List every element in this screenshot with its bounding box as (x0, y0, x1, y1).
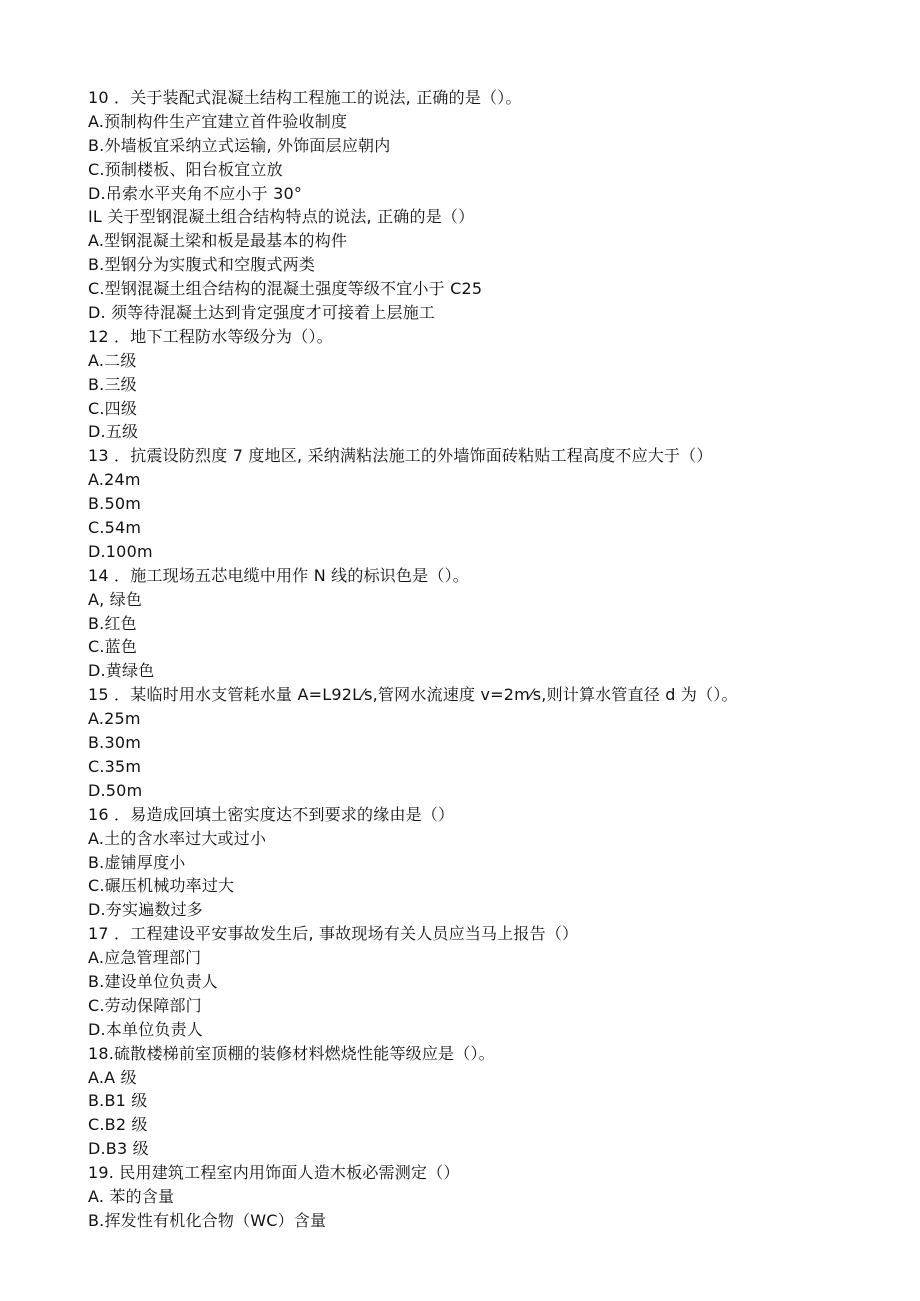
document-body (88, 86, 888, 1233)
option-18-c: C.B2 级 (88, 1115, 148, 1135)
option-11-c: C.型钢混凝土组合结构的混凝土强度等级不宜小于 C25 (88, 279, 483, 299)
option-11-b: B.型钢分为实腹式和空腹式两类 (88, 255, 316, 275)
option-12-d: D.五级 (88, 422, 139, 442)
option-16-a: A.土的含水率过大或过小 (88, 828, 267, 848)
question-11: IL 关于型钢混凝土组合结构特点的说法, 正确的是（） (88, 207, 475, 227)
option-19-a: A. 苯的含量 (88, 1186, 175, 1206)
option-15-b: B.30m (88, 733, 142, 753)
question-15: 15 ．某临时用水支管耗水量 A=L92L⁄s,管网水流速度 v=2m⁄s,则计算水管直径 d 为（）。 (88, 685, 738, 705)
option-16-c: C.碾压机械功率过大 (88, 876, 235, 896)
option-10-c: C.预制楼板、阳台板宜立放 (88, 159, 283, 179)
option-12-c: C.四级 (88, 398, 138, 418)
option-15-d: D.50m (88, 780, 143, 800)
option-14-b: B.红色 (88, 613, 137, 633)
option-17-d: D.本单位负责人 (88, 1019, 204, 1039)
question-14: 14 ．施工现场五芯电缆中用作 N 线的标识色是（）。 (88, 565, 469, 585)
option-14-a: A, 绿色 (88, 589, 143, 609)
option-17-a: A.应急管理部门 (88, 948, 202, 968)
option-15-c: C.35m (88, 756, 142, 776)
option-18-a: A.A 级 (88, 1067, 137, 1087)
option-17-c: C.劳动保障部门 (88, 995, 202, 1015)
option-14-c: C.蓝色 (88, 637, 138, 657)
option-10-d: D.吊索水平夹角不应小于 30° (88, 183, 303, 203)
option-15-a: A.25m (88, 709, 141, 729)
option-12-a: A.二级 (88, 350, 137, 370)
question-17: 17 ．工程建设平安事故发生后, 事故现场有关人员应当马上报告（） (88, 924, 579, 944)
question-12: 12 ．地下工程防水等级分为（）。 (88, 326, 333, 346)
option-11-d: D. 须等待混凝土达到肯定强度才可接着上层施工 (88, 303, 436, 323)
option-16-b: B.虚铺厚度小 (88, 852, 186, 872)
option-18-b: B.B1 级 (88, 1091, 148, 1111)
option-10-a: A.预制构件生产宜建立首件验收制度 (88, 111, 348, 131)
option-11-a: A.型钢混凝土梁和板是最基本的构件 (88, 231, 348, 251)
question-13: 13 ．抗震设防烈度 7 度地区, 采纳满粘法施工的外墙饰面砖粘贴工程高度不应大于（） (88, 446, 713, 466)
option-13-b: B.50m (88, 494, 142, 514)
question-18: 18.硫散楼梯前室顶棚的装修材料燃烧性能等级应是（）。 (88, 1043, 495, 1063)
question-16: 16 ．易造成回填土密实度达不到要求的缘由是（） (88, 804, 455, 824)
option-13-d: D.100m (88, 541, 153, 561)
option-13-a: A.24m (88, 470, 141, 490)
option-16-d: D.夯实遍数过多 (88, 900, 204, 920)
question-10: 10 ．关于装配式混凝土结构工程施工的说法, 正确的是（）。 (88, 88, 522, 107)
option-17-b: B.建设单位负责人 (88, 971, 218, 991)
question-19: 19. 民用建筑工程室内用饰面人造木板必需测定（） (88, 1163, 460, 1183)
option-13-c: C.54m (88, 518, 142, 538)
option-18-d: D.B3 级 (88, 1139, 149, 1159)
option-10-b: B.外墙板宜采纳立式运输, 外饰面层应朝内 (88, 135, 391, 155)
option-14-d: D.黄绿色 (88, 661, 155, 681)
option-12-b: B.三级 (88, 374, 137, 394)
option-19-b: B.挥发性有机化合物（WC）含量 (88, 1210, 327, 1230)
